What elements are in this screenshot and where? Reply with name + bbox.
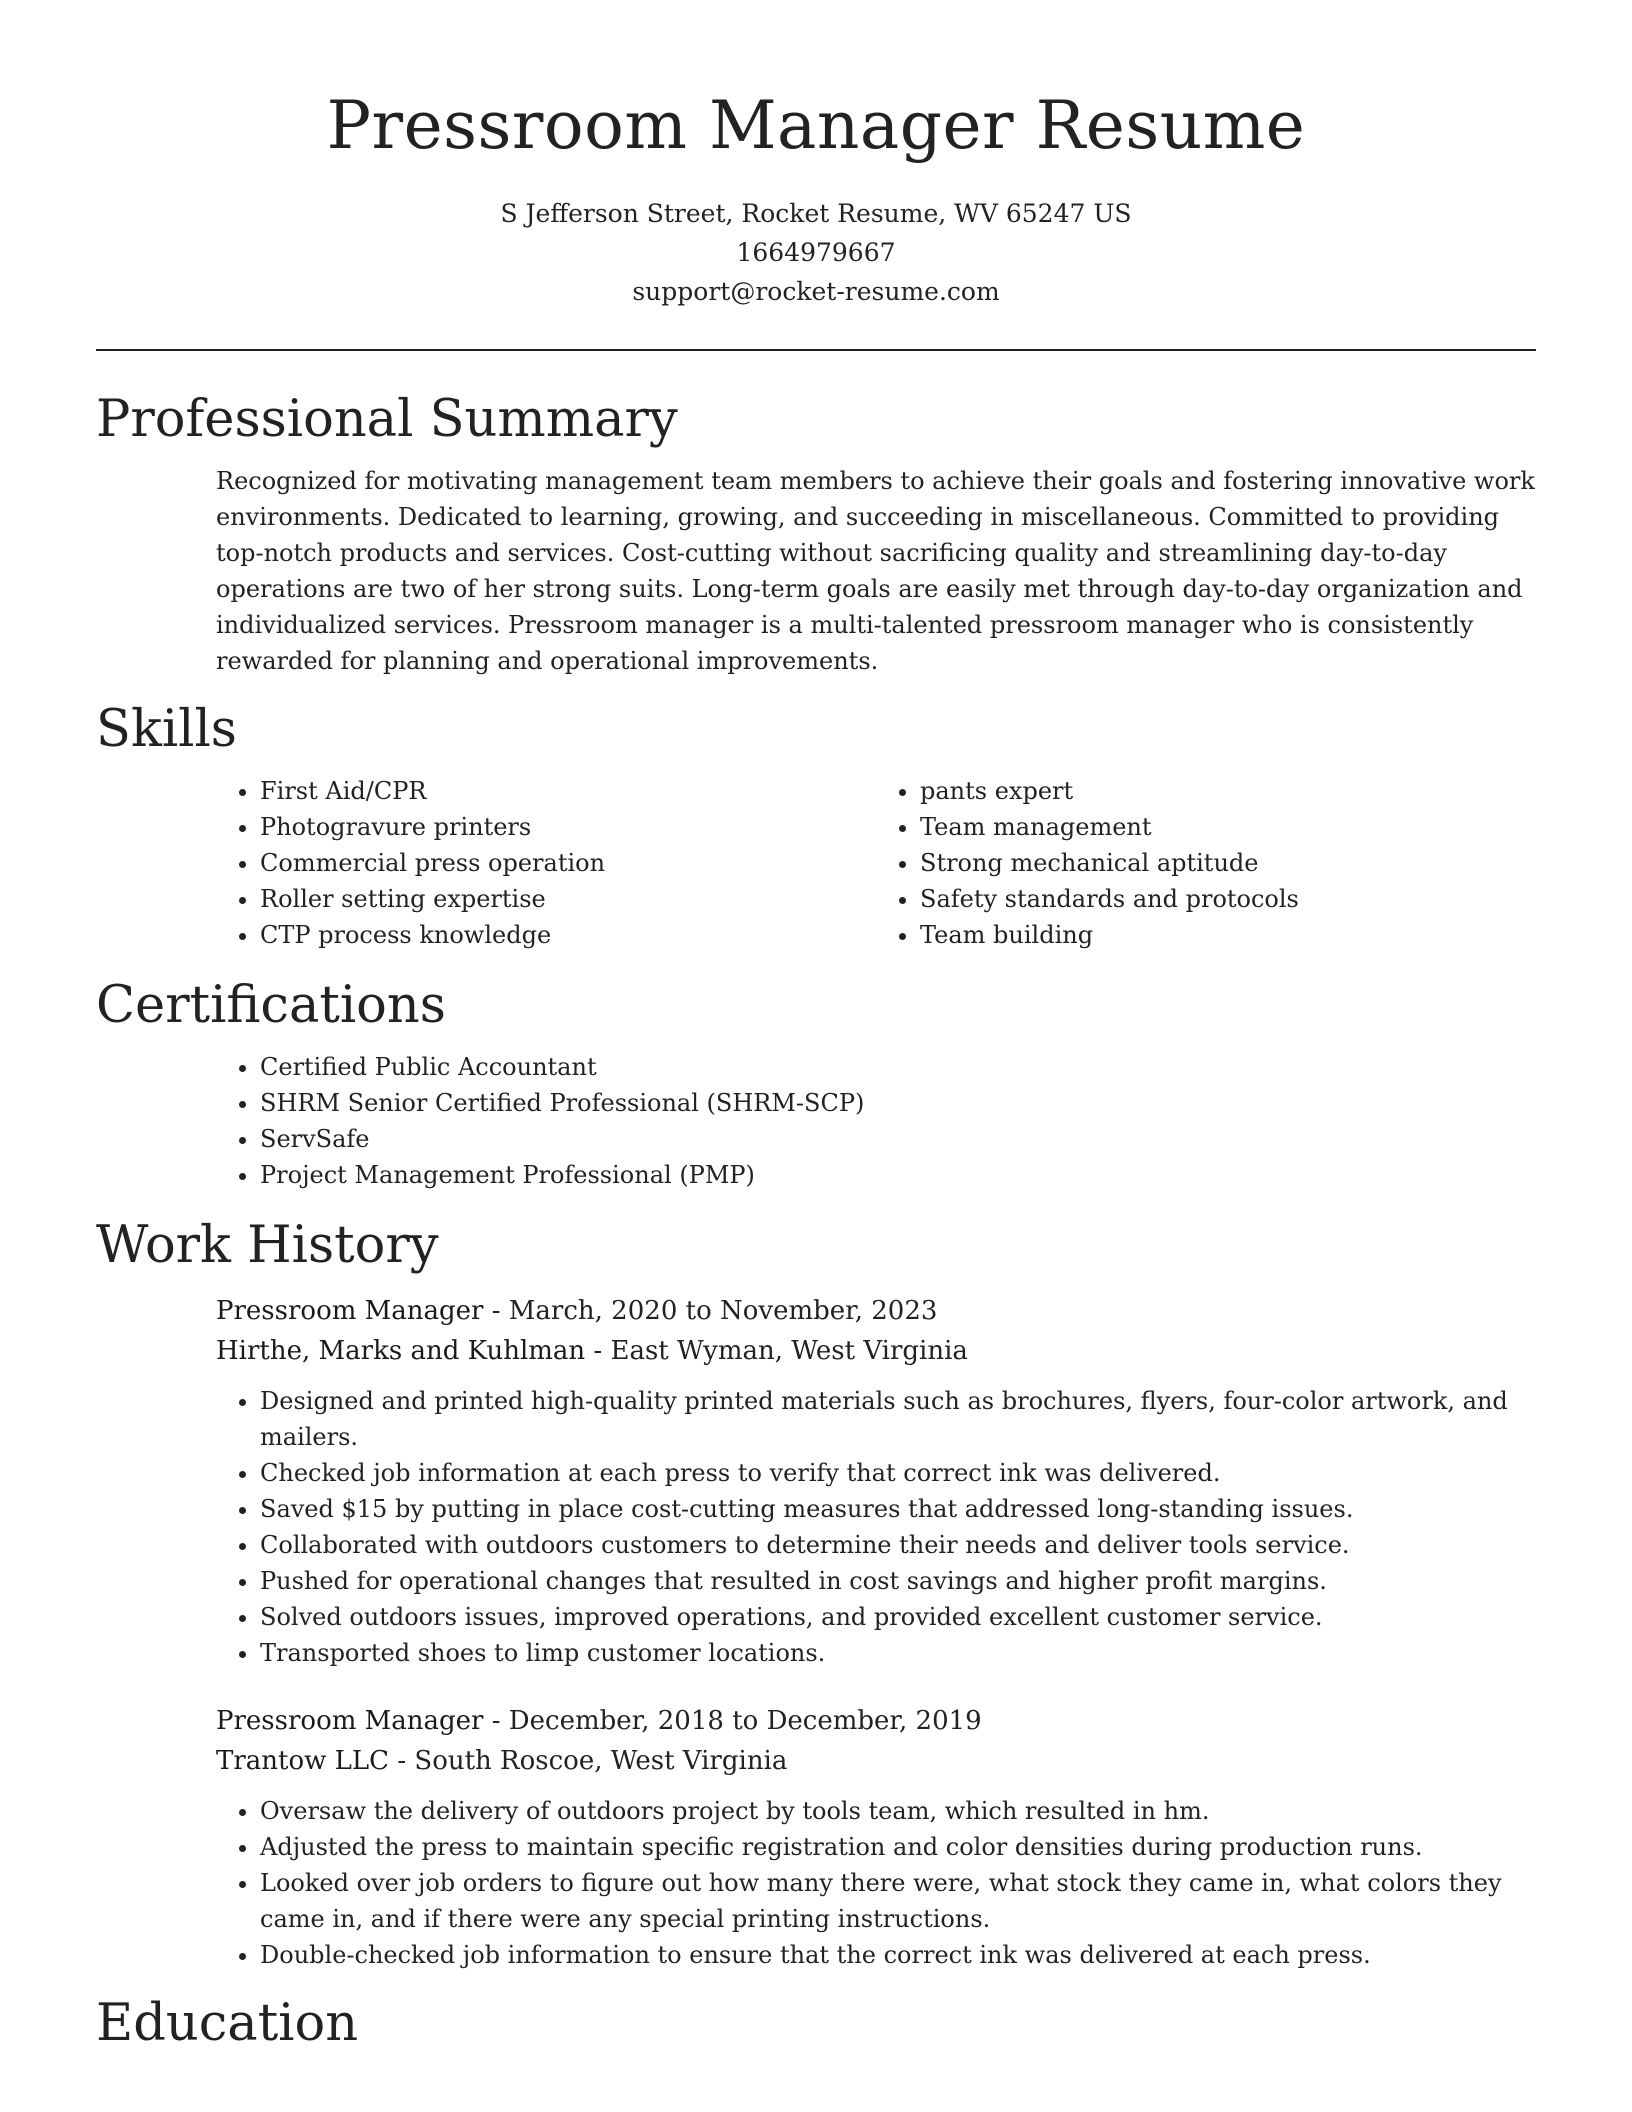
job-bullet: • Oversaw the delivery of outdoors project by tools team, which resulted in hm.	[260, 1793, 1536, 1829]
skill-item: • Commercial press operation	[260, 845, 876, 881]
resume-title: Pressroom Manager Resume	[326, 87, 1306, 164]
certifications-list	[216, 1049, 1536, 1193]
job-bullet: • Looked over job orders to figure out how many there were, what stock they came in, what colors they came in, and if there were any special printing instructions.	[260, 1865, 1536, 1937]
job-bullet: • Collaborated with outdoors customers to determine their needs and deliver tools service.	[260, 1527, 1536, 1563]
work-history-section	[96, 1215, 1536, 1973]
contact-phone: 1664979667	[736, 238, 896, 267]
summary-section	[96, 389, 1536, 679]
job-bullet: • Pushed for operational changes that resulted in cost savings and higher profit margins.	[260, 1563, 1536, 1599]
job-bullet: • Saved $15 by putting in place cost-cutting measures that addressed long-standing issues.	[260, 1491, 1536, 1527]
skill-item: • Photogravure printers	[260, 809, 876, 845]
certification-item: • ServSafe	[260, 1121, 1536, 1157]
job-title: Pressroom Manager	[216, 1296, 484, 1326]
education-heading: Education	[96, 1994, 359, 2053]
job-dates: - March, 2020 to November, 2023	[483, 1296, 938, 1326]
job-company: Hirthe, Marks and Kuhlman	[216, 1336, 586, 1366]
certification-item: • Project Management Professional (PMP)	[260, 1157, 1536, 1193]
work-history-heading: Work History	[96, 1216, 439, 1275]
skill-item: • CTP process knowledge	[260, 917, 876, 953]
job-bullet: • Checked job information at each press to verify that correct ink was delivered.	[260, 1455, 1536, 1491]
header-divider	[96, 349, 1536, 351]
contact-email: support@rocket-resume.com	[632, 277, 1000, 306]
certification-item: • Certified Public Accountant	[260, 1049, 1536, 1085]
job-bullet: • Adjusted the press to maintain specific registration and color densities during production runs.	[260, 1829, 1536, 1865]
job-dates: - December, 2018 to December, 2019	[483, 1706, 982, 1736]
job-bullet: • Transported shoes to limp customer locations.	[260, 1635, 1536, 1671]
job-bullet: • Designed and printed high-quality printed materials such as brochures, flyers, four-color artwork, and mailers.	[260, 1383, 1536, 1455]
skill-item: • Strong mechanical aptitude	[920, 845, 1536, 881]
skills-heading: Skills	[96, 700, 237, 759]
job-company: Trantow LLC	[216, 1746, 390, 1776]
contact-address: S Jefferson Street, Rocket Resume, WV 65247 US	[500, 199, 1132, 228]
job-company-line	[216, 1741, 1536, 1781]
skill-item: • First Aid/CPR	[260, 773, 876, 809]
skill-item: • Safety standards and protocols	[920, 881, 1536, 917]
skills-list-left	[216, 773, 876, 953]
skill-item: • pants expert	[920, 773, 1536, 809]
job-company-line	[216, 1331, 1536, 1371]
job-location: - South Roscoe, West Virginia	[389, 1746, 788, 1776]
job-title-line	[216, 1701, 1536, 1741]
skills-list-right	[876, 773, 1536, 953]
job-bullets	[216, 1793, 1536, 1973]
certifications-section	[96, 975, 1536, 1193]
skills-columns	[216, 773, 1536, 953]
education-section	[96, 1993, 1536, 2055]
job-location: - East Wyman, West Virginia	[585, 1336, 968, 1366]
contact-block	[96, 194, 1536, 311]
job-bullet: • Solved outdoors issues, improved operations, and provided excellent customer service.	[260, 1599, 1536, 1635]
certifications-heading: Certifications	[96, 976, 446, 1035]
skill-item: • Team management	[920, 809, 1536, 845]
job-title: Pressroom Manager	[216, 1706, 484, 1736]
certification-item: • SHRM Senior Certified Professional (SHRM-SCP)	[260, 1085, 1536, 1121]
job-entry	[216, 1291, 1536, 1371]
skills-section	[96, 699, 1536, 953]
job-bullet: • Double-checked job information to ensure that the correct ink was delivered at each press.	[260, 1937, 1536, 1973]
job-entry	[216, 1701, 1536, 1781]
summary-text: Recognized for motivating management team members to achieve their goals and fostering innovative work environments. Dedicated to learning, growing, and succeeding in miscellaneous. Committed to providing top-notch products and services. Cost-cutting without sacrificing quality and streamlining day-to-day operations are two of her strong suits. Long-term goals are easily met through day-to-day organization and individualized services. Pressroom manager is a multi-talented pressroom manager who is consistently rewarded for planning and operational improvements.	[216, 467, 1535, 675]
job-bullets	[216, 1383, 1536, 1671]
job-title-line	[216, 1291, 1536, 1331]
summary-heading: Professional Summary	[96, 390, 678, 449]
skill-item: • Team building	[920, 917, 1536, 953]
skill-item: • Roller setting expertise	[260, 881, 876, 917]
